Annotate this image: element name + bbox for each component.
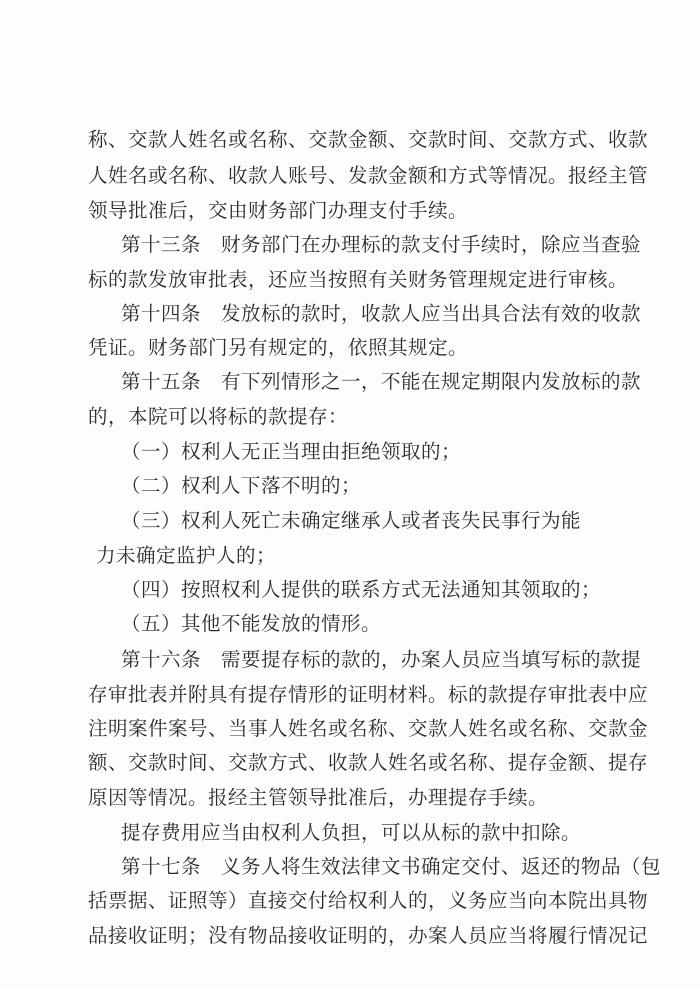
text-line: 原因等情况。报经主管领导批准后，办理提存手续。 — [88, 786, 549, 809]
text-line: 提存费用应当由权利人负担，可以从标的款中扣除。 — [121, 821, 582, 844]
text-line: 第十五条 有下列情形之一，不能在规定期限内发放标的款 — [121, 370, 642, 393]
text-line: 称、交款人姓名或名称、交款金额、交款时间、交款方式、收款 — [88, 128, 649, 151]
text-line: 存审批表并附具有提存情形的证明材料。标的款提存审批表中应 — [88, 683, 649, 706]
text-line: 第十六条 需要提存标的款的，办案人员应当填写标的款提 — [121, 648, 642, 671]
text-line: 第十三条 财务部门在办理标的款支付手续时，除应当查验 — [121, 233, 642, 256]
text-line: （五）其他不能发放的情形。 — [121, 612, 382, 635]
text-line: 第十四条 发放标的款时，收款人应当出具合法有效的收款 — [121, 302, 642, 325]
text-line: （四）按照权利人提供的联系方式无法通知其领取的； — [121, 578, 602, 601]
text-line: 标的款发放审批表，还应当按照有关财务管理规定进行审核。 — [88, 268, 629, 291]
text-line: 注明案件案号、当事人姓名或名称、交款人姓名或名称、交款金 — [88, 717, 649, 740]
text-line: 的，本院可以将标的款提存： — [88, 405, 349, 428]
text-line: （一）权利人无正当理由拒绝领取的； — [121, 440, 462, 463]
text-line: （三）权利人死亡未确定继承人或者丧失民事行为能 — [121, 509, 582, 532]
text-line: 品接收证明；没有物品接收证明的，办案人员应当将履行情况记 — [88, 924, 649, 947]
text-line: 第十七条 义务人将生效法律文书确定交付、返还的物品（包 — [121, 855, 662, 878]
text-line: 额、交款时间、交款方式、收款人姓名或名称、提存金额、提存 — [88, 751, 649, 774]
text-line: （二）权利人下落不明的； — [121, 474, 362, 497]
text-line: 括票据、证照等）直接交付给权利人的，义务应当向本院出具物 — [88, 889, 649, 912]
text-line: 领导批准后，交由财务部门办理支付手续。 — [88, 199, 469, 222]
text-line: 力未确定监护人的； — [96, 544, 277, 567]
text-line: 凭证。财务部门另有规定的，依照其规定。 — [88, 336, 469, 359]
text-line: 人姓名或名称、收款人账号、发款金额和方式等情况。报经主管 — [88, 164, 649, 187]
